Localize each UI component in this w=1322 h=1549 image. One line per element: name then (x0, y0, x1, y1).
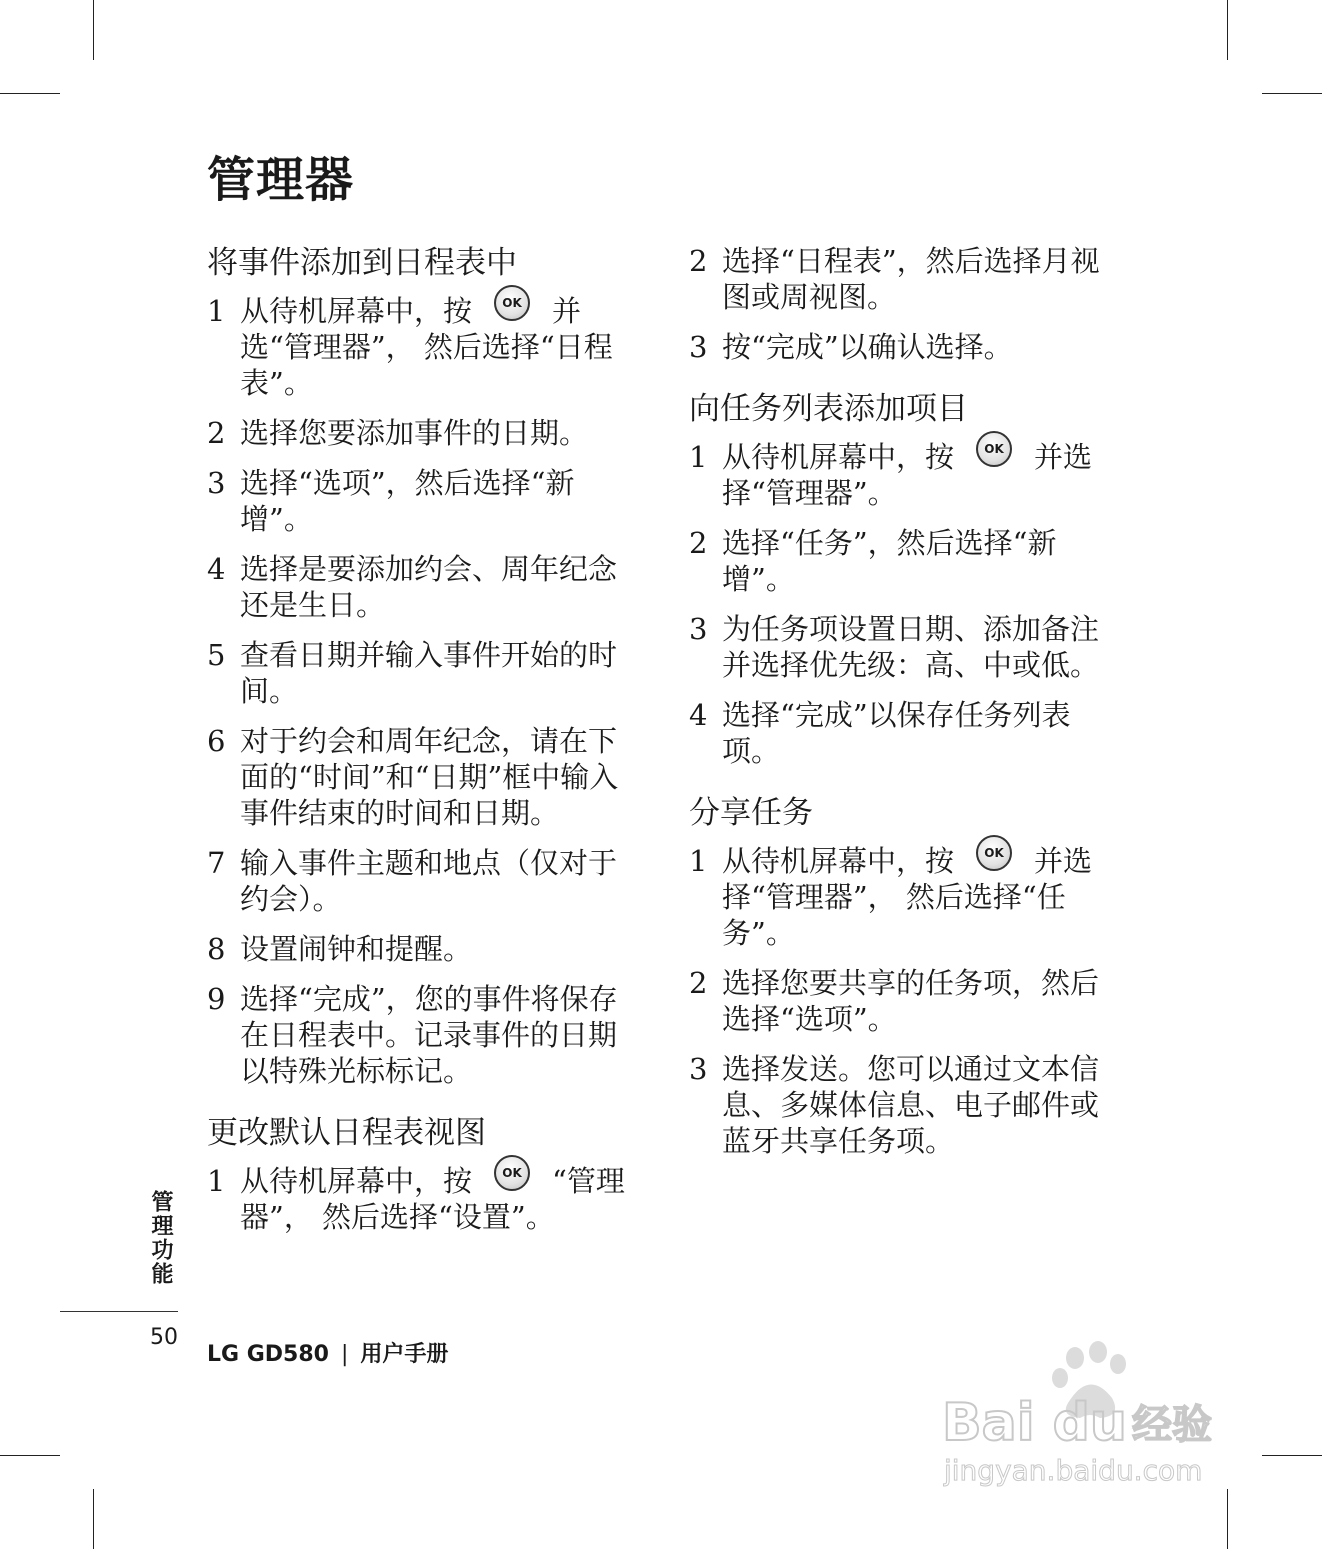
step-number: 5 (207, 638, 226, 672)
watermark-brand: Bai du (942, 1393, 1127, 1453)
step-item (689, 243, 1117, 315)
step-text: 选择“任务”，然后选择“新增”。 (722, 526, 1057, 596)
step-number: 1 (207, 294, 226, 328)
step-text: 设置闹钟和提醒。 (240, 932, 473, 966)
step-text: 选择“完成”以保存任务列表项。 (722, 698, 1071, 768)
crop-mark (0, 1455, 60, 1456)
step-text: 按“完成”以确认选择。 (722, 330, 1013, 364)
step-item (689, 965, 1117, 1037)
step-number: 1 (207, 1164, 226, 1198)
step-text: 选择您要共享的任务项，然后选择“选项”。 (722, 966, 1100, 1036)
left-column (207, 243, 635, 1259)
step-number: 3 (689, 612, 708, 646)
step-text: “管理器”， 然后选择“设置”。 (240, 1164, 625, 1234)
crop-mark (93, 0, 94, 60)
watermark-url: jingyan.baidu.com (944, 1454, 1203, 1487)
section-heading: 向任务列表添加项目 (689, 391, 968, 427)
step-item (207, 637, 635, 709)
section-heading: 分享任务 (689, 795, 813, 831)
step-number: 3 (689, 1052, 708, 1086)
crop-mark (1262, 1455, 1322, 1456)
section-share-task (689, 793, 1117, 1159)
step-number: 2 (689, 966, 708, 1000)
crop-mark (1262, 93, 1322, 94)
step-text: 从待机屏幕中，按 (722, 440, 955, 474)
ok-button-icon: OK (494, 1155, 530, 1191)
step-text: 选择“选项”，然后选择“新增”。 (240, 466, 575, 536)
step-item (689, 525, 1117, 597)
section-add-task (689, 389, 1117, 769)
step-item (689, 843, 1117, 951)
section-heading: 更改默认日程表视图 (207, 1115, 486, 1151)
step-text: 为任务项设置日期、添加备注并选择优先级：高、中或低。 (722, 612, 1100, 682)
step-number: 3 (207, 466, 226, 500)
step-number: 8 (207, 932, 226, 966)
step-item (207, 1163, 635, 1235)
footer-manual-title: 用户手册 (360, 1342, 449, 1367)
section-change-view (207, 1113, 635, 1235)
step-number: 4 (207, 552, 226, 586)
step-item (207, 465, 635, 537)
step-text: 从待机屏幕中，按 (722, 844, 955, 878)
crop-mark (1227, 0, 1228, 60)
step-number: 1 (689, 440, 708, 474)
step-item (689, 439, 1117, 511)
footer-separator: | (340, 1342, 349, 1367)
watermark-brand-cn: 经验 (1132, 1402, 1212, 1448)
step-text: 查看日期并输入事件开始的时间。 (240, 638, 618, 708)
footer (207, 1337, 448, 1368)
step-item (207, 845, 635, 917)
step-item (689, 1051, 1117, 1159)
step-text: 选择您要添加事件的日期。 (240, 416, 589, 450)
step-number: 6 (207, 724, 226, 758)
step-item (207, 551, 635, 623)
step-text: 并选择“管理器”。 (722, 440, 1093, 510)
step-list (689, 843, 1117, 1159)
step-list (689, 243, 1117, 365)
ok-button-icon: OK (494, 285, 530, 321)
step-item (207, 415, 635, 451)
step-number: 3 (689, 330, 708, 364)
step-text: 从待机屏幕中，按 (240, 1164, 473, 1198)
side-section-label: 管理功能 (148, 1190, 173, 1286)
step-text: 对于约会和周年纪念，请在下面的“时间”和“日期”框中输入事件结束的时间和日期。 (240, 724, 619, 830)
step-item (207, 981, 635, 1089)
step-text: 输入事件主题和地点（仅对于约会）。 (240, 846, 618, 916)
step-list (207, 1163, 635, 1235)
step-number: 9 (207, 982, 226, 1016)
step-number: 2 (207, 416, 226, 450)
step-text: 选择发送。您可以通过文本信息、多媒体信息、电子邮件或蓝牙共享任务项。 (722, 1052, 1100, 1158)
page-title: 管理器 (207, 152, 355, 208)
step-item (207, 293, 635, 401)
section-add-event (207, 243, 635, 1089)
step-item (207, 931, 635, 967)
step-list (207, 293, 635, 1089)
step-number: 4 (689, 698, 708, 732)
step-item (689, 329, 1117, 365)
step-number: 1 (689, 844, 708, 878)
step-number: 2 (689, 526, 708, 560)
step-text: 从待机屏幕中，按 (240, 294, 473, 328)
crop-mark (0, 93, 60, 94)
step-text: 选择是要添加约会、周年纪念还是生日。 (240, 552, 618, 622)
ok-button-icon: OK (976, 431, 1012, 467)
crop-mark (1227, 1489, 1228, 1549)
page-number: 50 (150, 1325, 178, 1350)
right-column (689, 243, 1117, 1183)
step-text: 选择“完成”，您的事件将保存在日程表中。记录事件的日期以特殊光标标记。 (240, 982, 618, 1088)
step-text: 并选择“管理器”， 然后选择“任务”。 (722, 844, 1093, 950)
footer-model: LG GD580 (207, 1342, 329, 1367)
step-item (207, 723, 635, 831)
step-item (689, 697, 1117, 769)
crop-mark (93, 1489, 94, 1549)
section-change-view-continued (689, 243, 1117, 365)
step-item (689, 611, 1117, 683)
baidu-watermark (940, 1340, 1240, 1490)
section-heading: 将事件添加到日程表中 (207, 245, 517, 281)
step-list (689, 439, 1117, 769)
step-number: 2 (689, 244, 708, 278)
ok-button-icon: OK (976, 835, 1012, 871)
side-divider (60, 1311, 178, 1312)
step-number: 7 (207, 846, 226, 880)
step-text: 选择“日程表”，然后选择月视图或周视图。 (722, 244, 1100, 314)
step-text: 并选“管理器”， 然后选择“日程表”。 (240, 294, 613, 400)
